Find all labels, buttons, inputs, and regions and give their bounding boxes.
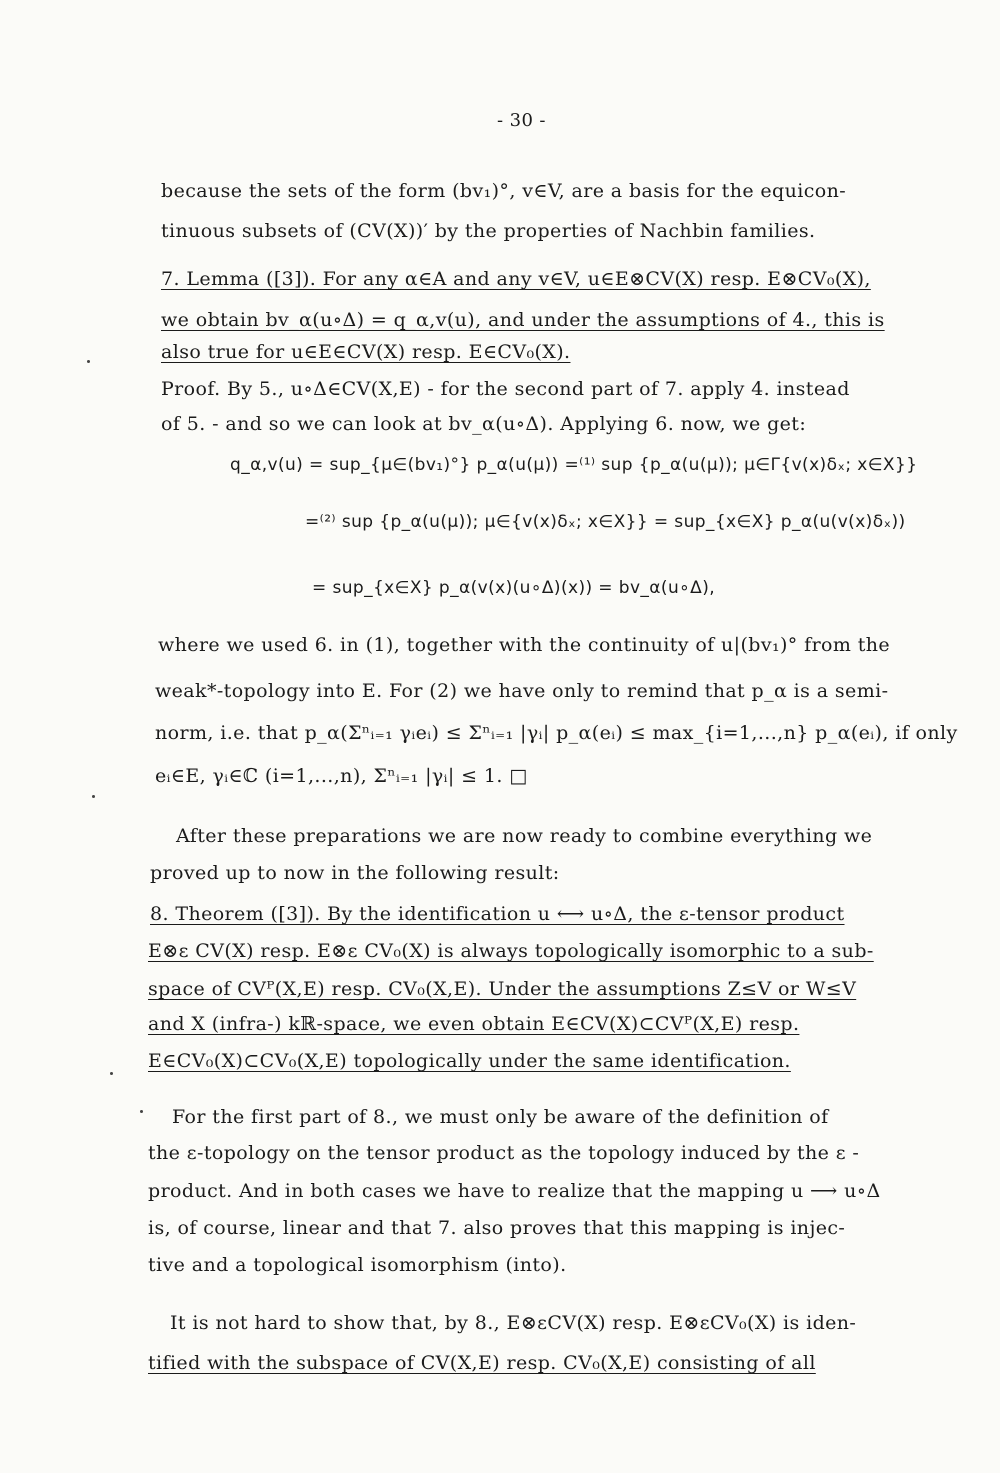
paragraph-3-line-2: proved up to now in the following result: <box>150 862 560 884</box>
theorem-line-4: and X (infra-) kℝ-space, we even obtain E∈CV(X)⊂CVᴾ(X,E) resp. <box>148 1013 800 1035</box>
lemma-line-3: also true for u∈E∈CV(X) resp. E∈CV₀(X). <box>161 341 571 363</box>
paragraph-3-line-1: After these preparations we are now ready to combine everything we <box>176 825 873 847</box>
paragraph-2-line-3: norm, i.e. that p_α(Σⁿᵢ₌₁ γᵢeᵢ) ≤ Σⁿᵢ₌₁ |γᵢ| p_α(eᵢ) ≤ max_{i=1,...,n} p_α(eᵢ), if only <box>155 722 958 744</box>
theorem-line-1: 8. Theorem ([3]). By the identification u ⟷ u∘Δ, the ε-tensor product <box>150 903 845 925</box>
paragraph-2-line-4: eᵢ∈E, γᵢ∈ℂ (i=1,...,n), Σⁿᵢ₌₁ |γᵢ| ≤ 1. □ <box>155 765 528 787</box>
paragraph-4-line-1: For the first part of 8., we must only be aware of the definition of <box>172 1106 829 1128</box>
paragraph-2-line-1: where we used 6. in (1), together with the continuity of u|(bv₁)° from the <box>158 634 891 656</box>
scan-speck <box>110 1072 113 1075</box>
scan-speck <box>92 795 95 798</box>
paragraph-5-line-2: tified with the subspace of CV(X,E) resp. CV₀(X,E) consisting of all <box>148 1352 816 1374</box>
paragraph-4-line-3: product. And in both cases we have to realize that the mapping u ⟶ u∘Δ <box>148 1180 881 1202</box>
paragraph-4-line-5: tive and a topological isomorphism (into). <box>148 1254 567 1276</box>
paragraph-2-line-2: weak*-topology into E. For (2) we have only to remind that p_α is a semi- <box>155 680 889 702</box>
page-number: - 30 - <box>497 110 546 131</box>
proof-line-2: of 5. - and so we can look at bv_α(u∘Δ). Applying 6. now, we get: <box>161 413 807 435</box>
proof-line-1: Proof. By 5., u∘Δ∈CV(X,E) - for the second part of 7. apply 4. instead <box>161 378 850 400</box>
paragraph-1-line-1: because the sets of the form (bv₁)°, v∈V, are a basis for the equicon- <box>161 180 847 202</box>
equation-line-3: = sup_{x∈X} p_α(v(x)(u∘Δ)(x)) = bv_α(u∘Δ), <box>312 578 716 598</box>
paragraph-1-line-2: tinuous subsets of (CV(X))′ by the properties of Nachbin families. <box>161 220 816 242</box>
lemma-line-1: 7. Lemma ([3]). For any α∈A and any v∈V, u∈E⊗CV(X) resp. E⊗CV₀(X), <box>161 268 871 290</box>
lemma-line-2: we obtain bv_α(u∘Δ) = q_α,v(u), and under the assumptions of 4., this is <box>161 309 885 331</box>
scan-speck <box>140 1110 143 1113</box>
scan-speck <box>87 360 90 363</box>
paragraph-4-line-4: is, of course, linear and that 7. also proves that this mapping is injec- <box>148 1217 846 1239</box>
paragraph-4-line-2: the ε-topology on the tensor product as the topology induced by the ε - <box>148 1142 860 1164</box>
equation-line-1: q_α,v(u) = sup_{μ∈(bv₁)°} p_α(u(μ)) =⁽¹⁾ sup {p_α(u(μ)); μ∈Γ{v(x)δₓ; x∈X}} <box>230 455 918 475</box>
theorem-line-2: E⊗ε CV(X) resp. E⊗ε CV₀(X) is always topologically isomorphic to a sub- <box>148 940 874 962</box>
equation-line-2: =⁽²⁾ sup {p_α(u(μ)); μ∈{v(x)δₓ; x∈X}} = sup_{x∈X} p_α(u(v(x)δₓ)) <box>305 512 906 532</box>
theorem-line-3: space of CVᴾ(X,E) resp. CV₀(X,E). Under the assumptions Z≤V or W≤V <box>148 978 857 1000</box>
theorem-line-5: E∈CV₀(X)⊂CV₀(X,E) topologically under the same identification. <box>148 1050 791 1072</box>
paragraph-5-line-1: It is not hard to show that, by 8., E⊗εCV(X) resp. E⊗εCV₀(X) is iden- <box>170 1312 857 1334</box>
